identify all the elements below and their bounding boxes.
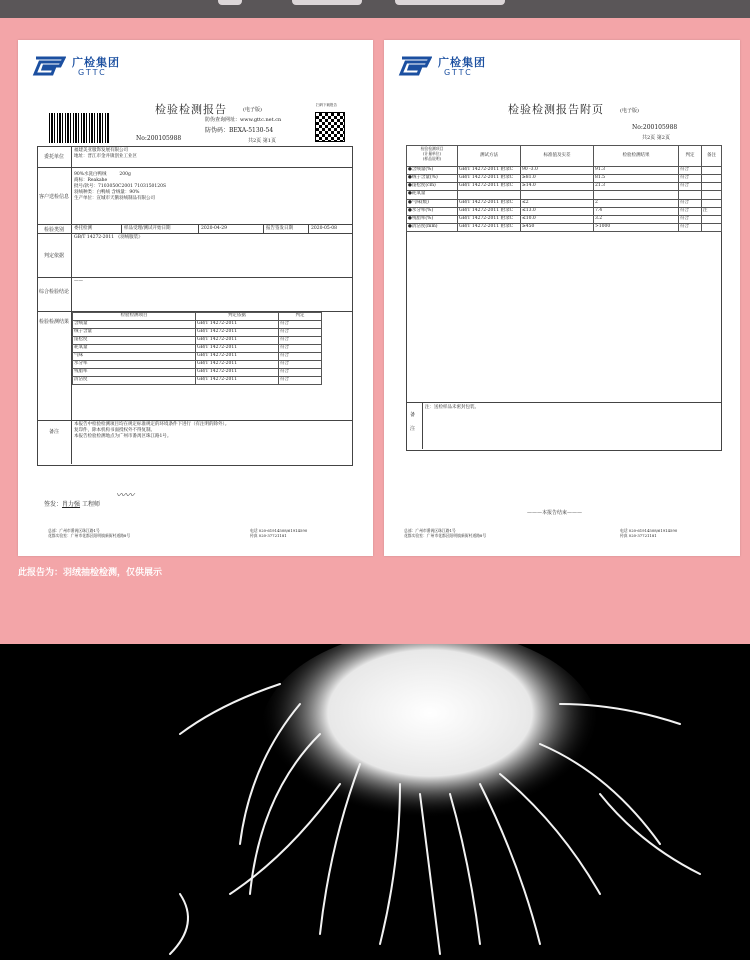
table-row [407,183,722,191]
qr-code [315,112,345,142]
result-verdict: 符合 [279,345,322,353]
appendix-verdict: 符合 [679,224,702,232]
appendix-item: ●含绒量(%) [407,167,458,175]
appendix-standard: ≤10.0 [521,216,594,224]
footer-address: 总部：广州市番禺区珠江路1号 花都实验室：广州市花都区阳明镇新街村道路8号 [404,528,487,538]
results-header-cell: 判定依据 [196,313,279,321]
declared-info-label: 客户送检信息 [38,194,69,200]
report-number: No:200105988 [136,135,182,142]
appendix-note: 注 [702,208,722,216]
table-row [407,208,722,216]
end-mark: ———本报告结束——— [527,510,583,516]
banner-fragment [292,0,362,5]
appendix-item: ●耗氧量 [407,191,458,200]
appendix-item: ●气味(级) [407,200,458,208]
appendix-method: GB/T 14272-2011 附录C [458,224,521,232]
table-row [73,321,322,329]
brand-cn: 广检集团 [438,56,486,69]
appendix-result: 7.4 [594,208,679,216]
page-title: 检验检测报告附页 [508,103,604,116]
brand-en: GTTC [78,68,107,77]
appendix-item: ●清洁度(mm) [407,224,458,232]
appendix-verdict [679,191,702,200]
results-header-row [73,313,322,321]
appendix-result: 21.3 [594,183,679,191]
appendix-method: GB/T 14272-2011 附录C [458,216,521,224]
appendix-note [702,175,722,183]
conclusion: —— [74,279,83,284]
signer-title: 工程师 [81,501,100,508]
declared-line: 90%水洗白鸭绒 200g [74,172,131,177]
appendix-header-cell: 测试方法 [458,146,521,167]
table-row [73,329,322,337]
issued-label: 报告签发日期 [266,226,293,231]
appendix-standard: ≤13.0 [521,208,594,216]
appendix-standard [521,191,594,200]
appendix-result: 91.3 [594,167,679,175]
result-verdict: 符合 [279,321,322,329]
appendix-standard: 90 -3.0 [521,167,594,175]
appendix-standard: ≤2 [521,200,594,208]
brand-cn: 广检集团 [72,56,120,69]
appendix-method: GB/T 14272-2011 附录C [458,208,521,216]
page-title: 检验检测报告 [155,103,227,116]
basis-label: 判定依据 [43,253,64,259]
banner-fragment [395,0,505,5]
result-item: 含绒量 [73,321,196,329]
table-row [407,216,722,224]
title-suffix: (电子版) [620,108,639,114]
footer-address: 总部：广州市番禺区珠江路1号 花都实验室：广州市花都区阳明镇新街村道路8号 [48,528,131,538]
declared-line: 生产单位：宣城市天鹅羽绒制品有限公司 [74,196,155,201]
result-item: 气味 [73,353,196,361]
appendix-item: ●蓬松度(cm) [407,183,458,191]
table-row [407,167,722,175]
signature: 〰〰 [116,491,135,501]
appendix-header-cell: 检验检测项目 (计量单位) (样品说明) [407,146,458,167]
appendix-header-row [407,146,722,167]
declared-info [74,172,166,202]
result-verdict: 符合 [279,337,322,345]
verify-code-label: 防伪码： [205,127,230,134]
issued-date: 2020-05-08 [311,226,337,231]
barcode [49,113,109,143]
remarks [74,422,229,440]
appendix-verdict: 符合 [679,216,702,224]
result-basis: GB/T 14272-2011 [196,329,279,337]
test-type-label: 检验类别 [43,227,64,233]
banner-fragment [218,0,242,5]
table-row [407,175,722,183]
results-header-cell: 判定 [279,313,322,321]
report-note: 此报告为：羽绒抽检检测，仅供展示 [18,568,163,578]
result-item: 绒子含量 [73,329,196,337]
appendix-item: ●绒子含量(%) [407,175,458,183]
table-row [73,353,322,361]
appendix-note [702,183,722,191]
result-verdict: 符合 [279,369,322,377]
remark-line: 复印件，除本机构书面授权外不得复制。 [74,428,155,433]
table-row [73,345,322,353]
report-page-1 [18,40,373,556]
result-item: 清洁度 [73,377,196,385]
appendix-result: 3.2 [594,216,679,224]
appendix-verdict: 符合 [679,183,702,191]
appendix-method: GB/T 14272-2011 附录C [458,175,521,183]
appendix-note [702,224,722,232]
received-label: 样品受理/测试开始日期 [124,226,171,231]
appendix-method [458,191,521,200]
page-info: 共2页 第1页 [248,138,276,144]
appendix-method: GB/T 14272-2011 附录C [458,200,521,208]
appendix-item: ●残脂率(%) [407,216,458,224]
results-label: 检验检测结果 [38,319,69,325]
result-item: 蓬松度 [73,337,196,345]
result-item: 水分率 [73,361,196,369]
result-basis: GB/T 14272-2011 [196,337,279,345]
remarks-label: 备注 [48,429,59,435]
appendix-note [702,167,722,175]
title-suffix: (电子版) [243,107,262,113]
remark-line: 本报告中检验检测项目均在规定标准规定的环境条件下进行（有注明的除外）。 [74,422,230,427]
result-basis: GB/T 14272-2011 [196,321,279,329]
basis: GB/T 14272-2011 《羽绒服装》 [74,235,143,240]
footer-contact: 电话 020-61914508/61914590 传真 020-37721181 [620,528,678,538]
verify-site: www.gttc.net.cn [240,117,282,123]
gttc-logo [32,54,137,82]
client-address: 地址：晋江市金井镇创业工业区 [74,154,137,159]
verify-code: BEXA-5130-54 [229,127,274,134]
table-row [407,191,722,200]
conclusion-label: 综合检验结论 [38,289,69,295]
declared-line: 批号/款号：7103050C2001 7103150120S [74,184,167,189]
remarks: 注：送检样品未密封包装。 [425,405,479,410]
appendix-method: GB/T 14272-2011 附录C [458,183,521,191]
signer-name: 肖力强 [62,501,81,508]
footer-contact: 电话 020-61914508/61914590 传真 020-37721181 [250,528,308,538]
appendix-header-cell: 判定 [679,146,702,167]
appendix-result: 81.5 [594,175,679,183]
qr-caption: 扫码下载报告 [316,103,337,107]
appendix-result: 2 [594,200,679,208]
appendix-standard: ≥81.0 [521,175,594,183]
table-row [73,337,322,345]
appendix-verdict: 符合 [679,175,702,183]
appendix-note [702,216,722,224]
page-info: 共2页 第2页 [642,135,670,141]
result-basis: GB/T 14272-2011 [196,353,279,361]
appendix-result [594,191,679,200]
result-basis: GB/T 14272-2011 [196,361,279,369]
report-number: No:200105988 [632,124,678,131]
appendix-item: ●水分率(%) [407,208,458,216]
result-item: 残脂率 [73,369,196,377]
down-feather-photo [0,644,750,960]
sign-label: 签发： [44,501,63,508]
results-header-cell: 检验检测项目 [73,313,196,321]
down-cluster-image [0,644,750,960]
gttc-logo-icon [32,56,66,78]
table-row [407,224,722,232]
table-row [73,369,322,377]
top-banner [0,0,750,18]
table-row [73,377,322,385]
verify-site-label: 防伪查询网址： [205,117,241,123]
appendix-header-cell: 备注 [702,146,722,167]
result-verdict: 符合 [279,329,322,337]
appendix-verdict: 符合 [679,167,702,175]
appendix-verdict: 符合 [679,200,702,208]
result-verdict: 符合 [279,377,322,385]
result-verdict: 符合 [279,361,322,369]
appendix-table [406,145,722,232]
report-page-2 [384,40,740,556]
result-item: 耗氧量 [73,345,196,353]
appendix-header-cell: 检验检测结果 [594,146,679,167]
remarks-label: 备注 [410,412,416,432]
appendix-result: >1000 [594,224,679,232]
brand-en: GTTC [444,68,473,77]
test-type: 委托检测 [74,226,92,231]
appendix-standard: ≥450 [521,224,594,232]
gttc-logo [398,54,503,82]
received-date: 2020-04-29 [201,226,227,231]
table-row [73,361,322,369]
result-basis: GB/T 14272-2011 [196,377,279,385]
appendix-header-cell: 标准值及实差 [521,146,594,167]
declared-line: 商标：Reakahe [74,178,108,183]
client-name: 福建美亚服饰发展有限公司 [74,148,128,153]
declared-line: 羽绒种类：白鸭绒 含绒量：90% [74,190,140,195]
appendix-method: GB/T 14272-2011 附录C [458,167,521,175]
result-basis: GB/T 14272-2011 [196,345,279,353]
result-verdict: 符合 [279,353,322,361]
appendix-verdict: 符合 [679,208,702,216]
appendix-note [702,200,722,208]
results-table [72,312,322,385]
result-basis: GB/T 14272-2011 [196,369,279,377]
remark-line: 本报告检验检测地点为广州市番禺区珠江路1号。 [74,434,172,439]
appendix-note [702,191,722,200]
appendix-standard: ≥14.0 [521,183,594,191]
table-row [407,200,722,208]
client-label: 委托单位 [43,154,64,160]
gttc-logo-icon [398,56,432,78]
